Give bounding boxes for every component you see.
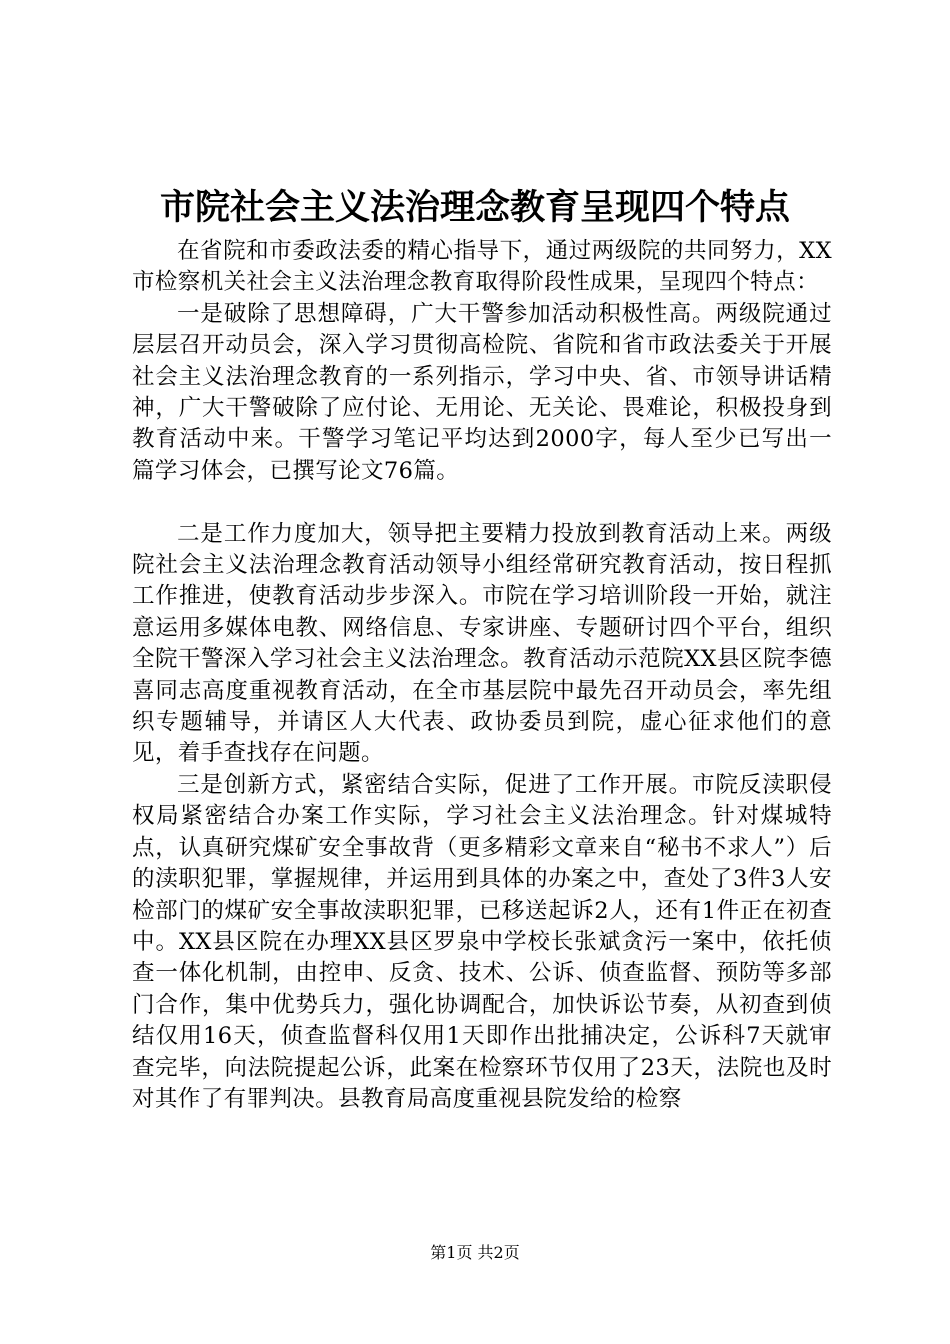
paragraph-point-one: 一是破除了思想障碍，广大干警参加活动积极性高。两级院通过层层召开动员会，深入学习贯彻高检院、省院和省市政法委关于开展社会主义法治理念教育的一系列指示，学习中央、省、市领导讲话精神，广大干警破除了应付论、无用论、无关论、畏难论，积极投身到教育活动中来。干警学习笔记平均达到2000字，每人至少已写出一篇学习体会，已撰写论文76篇。 [132,300,832,484]
paragraph-point-three: 三是创新方式，紧密结合实际，促进了工作开展。市院反渎职侵权局紧密结合办案工作实际，学习社会主义法治理念。针对煤城特点，认真研究煤矿安全事故背（更多精彩文章来自“秘书不求人”）后的渎职犯罪，掌握规律，并运用到具体的办案之中，查处了3件3人安检部门的煤矿安全事故渎职犯罪，已移送起诉2人，还有1件正在初查中。XX县区院在办理XX县区罗泉中学校长张斌贪污一案中，依托侦查一体化机制，由控申、反贪、技术、公诉、侦查监督、预防等多部门合作，集中优势兵力，强化协调配合，加快诉讼节奏，从初查到侦结仅用16天，侦查监督科仅用1天即作出批捕决定，公诉科7天就审查完毕，向法院提起公诉，此案在检察环节仅用了23天，法院也及时对其作了有罪判决。县教育局高度重视县院发给的检察 [132,771,832,1112]
paragraph-point-two: 二是工作力度加大，领导把主要精力投放到教育活动上来。两级院社会主义法治理念教育活动领导小组经常研究教育活动，按日程抓工作推进，使教育活动步步深入。市院在学习培训阶段一开始，就注意运用多媒体电教、网络信息、专家讲座、专题研讨四个平台，组织全院干警深入学习社会主义法治理念。教育活动示范院XX县区院李德喜同志高度重视教育活动，在全市基层院中最先召开动员会，率先组织专题辅导，并请区人大代表、政协委员到院，虚心征求他们的意见，着手查找存在问题。 [132,520,832,767]
page-number-footer: 第1页 共2页 [430,1243,520,1262]
paragraph-intro: 在省院和市委政法委的精心指导下，通过两级院的共同努力，XX市检察机关社会主义法治理念教育取得阶段性成果，呈现四个特点： [132,238,832,296]
document-title: 市院社会主义法治理念教育呈现四个特点 [159,187,790,228]
document-body [132,236,832,1115]
